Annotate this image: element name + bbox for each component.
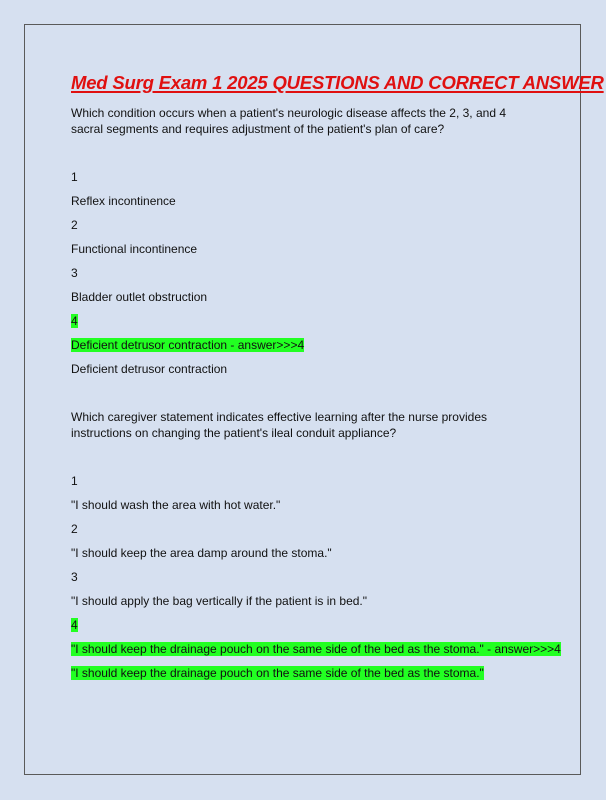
document-title: Med Surg Exam 1 2025 QUESTIONS AND CORRECT ANSWER xyxy=(71,72,604,93)
question-1-option-2-text: Functional incontinence xyxy=(71,242,198,256)
question-1-option-3-text: Bladder outlet obstruction xyxy=(71,290,208,304)
question-2-option-3-number: 3 xyxy=(71,570,78,584)
question-1-option-3-number: 3 xyxy=(71,266,78,280)
question-2-answer-text: "I should keep the drainage pouch on the same side of the bed as the stoma." xyxy=(71,666,484,680)
question-1-text: Which condition occurs when a patient's neurologic disease affects the 2, 3, and 4 sacral segments and requires adjustment of the patient's plan of care? xyxy=(71,106,506,136)
question-2-option-4-text: "I should keep the drainage pouch on the same side of the bed as the stoma." - answer>>>4 xyxy=(71,642,561,656)
question-2-option-2-text: "I should keep the area damp around the stoma." xyxy=(71,546,332,560)
question-1-option-4-number: 4 xyxy=(71,314,78,328)
question-1-option-4-text: Deficient detrusor contraction - answer>>>4 xyxy=(71,338,305,352)
question-1-option-1-text: Reflex incontinence xyxy=(71,194,176,208)
question-1-option-1-number: 1 xyxy=(71,170,78,184)
question-2-option-2-number: 2 xyxy=(71,522,78,536)
question-2-option-3-text: "I should apply the bag vertically if the patient is in bed." xyxy=(71,594,368,608)
question-2-text: Which caregiver statement indicates effective learning after the nurse provides instructions on changing the patient's ileal conduit appliance? xyxy=(71,410,487,440)
question-2-option-1-text: "I should wash the area with hot water." xyxy=(71,498,281,512)
question-2-option-4-number: 4 xyxy=(71,618,78,632)
question-1-option-2-number: 2 xyxy=(71,218,78,232)
question-2-option-1-number: 1 xyxy=(71,474,78,488)
question-1-answer-text: Deficient detrusor contraction xyxy=(71,362,228,376)
